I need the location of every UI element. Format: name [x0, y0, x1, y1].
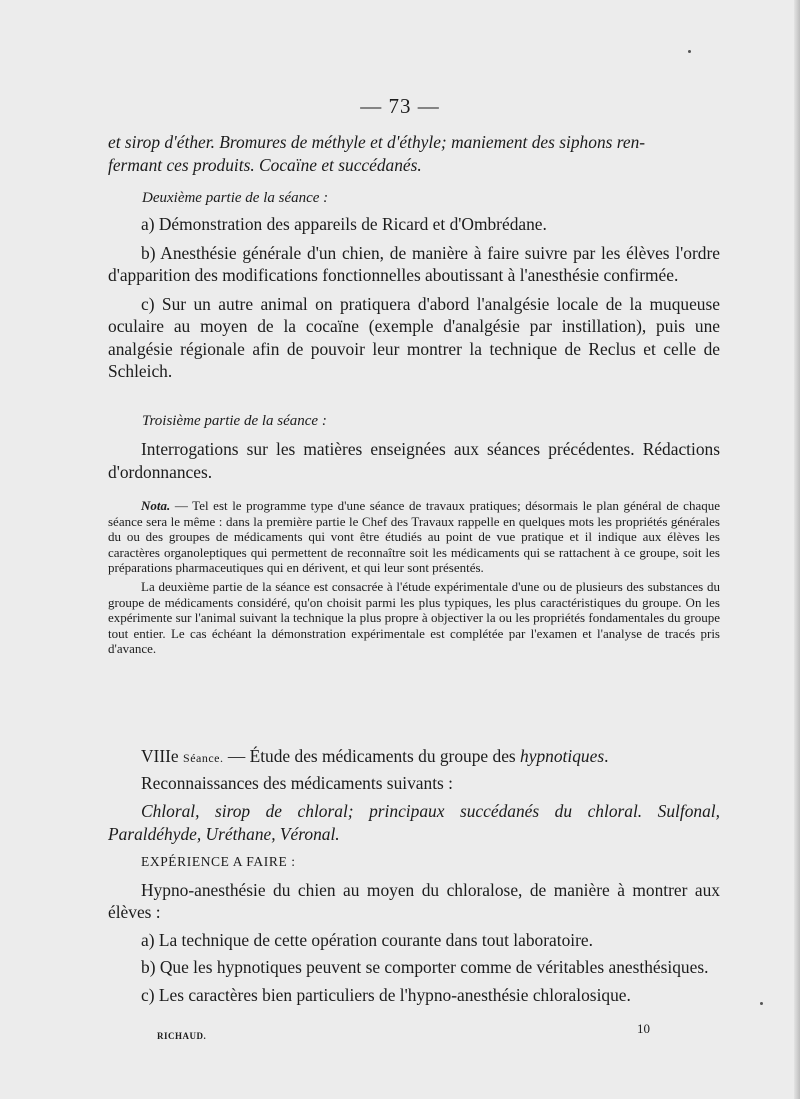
sheet-number: 10 — [637, 1021, 650, 1036]
part2-item-a: a) Démonstration des appareils de Ricard et d'Ombrédane. — [141, 214, 547, 234]
seance-number: VIIIe — [141, 746, 179, 766]
nota-block — [108, 498, 720, 657]
nota-paragraph-1 — [108, 498, 720, 576]
part3-body — [108, 438, 720, 483]
part2-body — [108, 213, 720, 383]
seance-title — [108, 745, 720, 770]
experience-block — [108, 854, 720, 1006]
seance-recognitions: Reconnaissances des médicaments suivants : — [141, 772, 453, 793]
page-number: — 73 — — [360, 94, 440, 118]
nota-paragraph-2: La deuxième partie de la séance est consacrée à l'étude expérimentale d'une ou de plusieurs des substances du groupe de médicaments considéré, qu'on choisit parmi les plus typiques, les plus caractéristiques du groupe. On les expérimente sur l'animal suivant la technique la plus propre à objectiver la ou les propriétés fondamentales du groupe tout entier. Le cas échéant la démonstration expérimentale est complétée par l'examen et l'analyse de tracés pris d'avance. — [108, 578, 720, 657]
seance-block — [108, 745, 720, 845]
intro-line-1: et sirop d'éther. Bromures de méthyle et d'éthyle; maniement des siphons ren- — [108, 132, 646, 152]
speck — [688, 50, 691, 53]
seance-title-em: hypnotiques — [520, 746, 605, 766]
part2-item-c: c) Sur un autre animal on pratiquera d'abord l'analgésie locale de la muqueuse oculaire au moyen de la cocaïne (exemple d'analgésie par instillation), puis une analgésie régionale afin de pouvoir leur montrer la technique de Reclus et celle de Schleich. — [108, 293, 720, 381]
speck — [760, 1002, 763, 1005]
part3-text: Interrogations sur les matières enseignées aux séances précédentes. Rédactions d'ordonnances. — [108, 439, 720, 482]
part2-heading: Deuxième partie de la séance : — [142, 190, 329, 206]
printer-signature: RICHAUD. — [157, 1031, 207, 1041]
experience-item-c: c) Les caractères bien particuliers de l'hypno-anesthésie chloralosique. — [141, 984, 631, 1005]
experience-item-a: a) La technique de cette opération courante dans tout laboratoire. — [141, 929, 593, 950]
experience-intro: Hypno-anesthésie du chien au moyen du chloralose, de manière à montrer aux élèves : — [108, 879, 720, 923]
part2-item-b: b) Anesthésie générale d'un chien, de manière à faire suivre par les élèves l'ordre d'apparition des modifications fonctionnelles aboutissant à l'anesthésie confirmée. — [108, 242, 720, 285]
seance-label: Séance. — [183, 751, 224, 765]
intro-paragraph — [108, 131, 720, 176]
intro-line-2: fermant ces produits. Cocaïne et succédanés. — [108, 154, 422, 175]
seance-title-suffix: . — [604, 746, 609, 766]
part3-heading: Troisième partie de la séance : — [142, 413, 327, 429]
nota-text-1: — Tel est le programme type d'une séance de travaux pratiques; désormais le plan général de chaque séance sera le même : dans la première partie le Chef des Travaux rappelle en quelques mots les propriétés générales du ou des groupes de médicaments qui vont être étudiés au point de vue pratique et il indique aux élèves les caractères organoleptiques qui permettent de reconnaître soit les médicaments qui se rattachent à ce groupe, soit les préparations pharmaceutiques qui en dérivent, et qui leur sont présentés. — [108, 498, 720, 576]
seance-medications: Chloral, sirop de chloral; principaux succédanés du chloral. Sulfonal, Paraldéhyde, Uréthane, Véronal. — [108, 801, 720, 844]
seance-title-prefix: — Étude des médicaments du groupe des — [223, 746, 521, 766]
nota-label: Nota. — [141, 498, 171, 513]
page-edge-shadow — [794, 0, 800, 1099]
experience-item-b: b) Que les hypnotiques peuvent se comporter comme de véritables anesthésiques. — [141, 957, 709, 978]
experience-heading: EXPÉRIENCE A FAIRE : — [141, 854, 296, 869]
